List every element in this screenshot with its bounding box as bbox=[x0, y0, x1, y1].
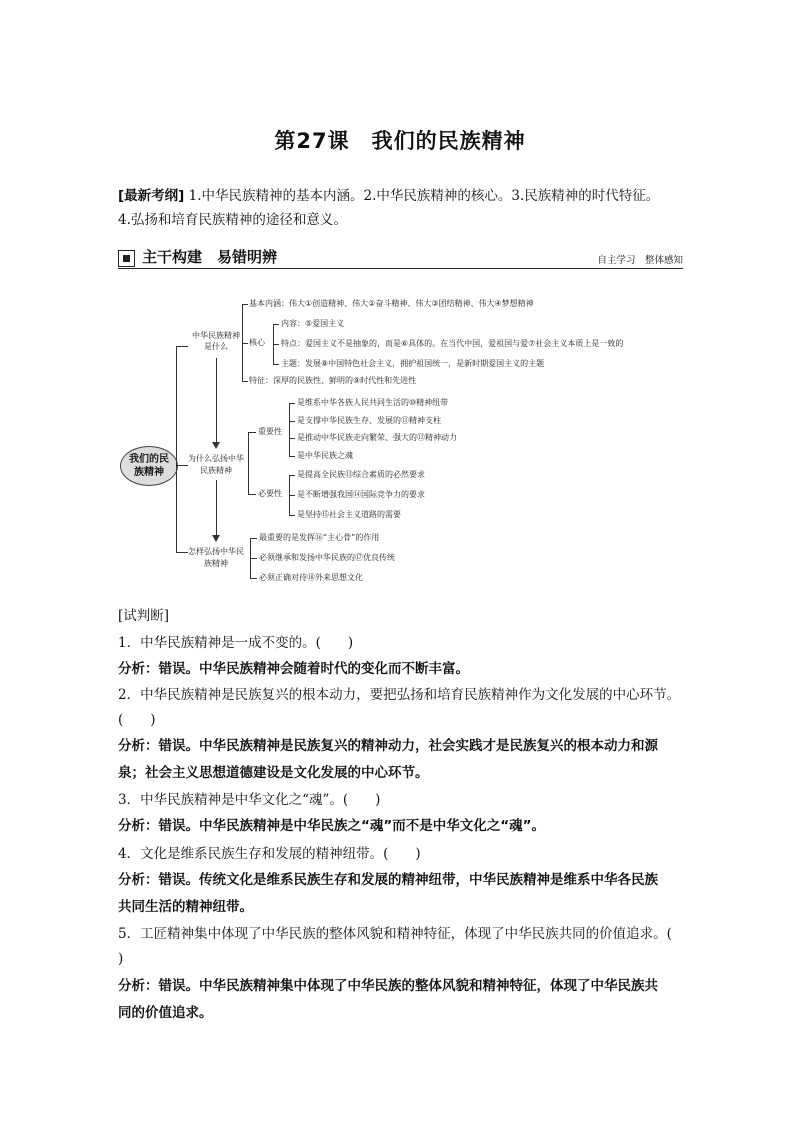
exam-outline-line2: 4.弘扬和培育民族精神的途径和意义。 bbox=[118, 212, 347, 228]
branch-what: 中华民族精神是什么 bbox=[192, 331, 240, 351]
branch-how: 怎样弘扬中华民族精神 bbox=[188, 547, 244, 568]
connector bbox=[273, 364, 279, 365]
question-4: 4．文化是维系民族生存和发展的精神纽带。( ) bbox=[118, 846, 421, 862]
mm-imp-4: 是中华民族之魂 bbox=[297, 451, 353, 460]
mm-nec-3: 是坚持⑮社会主义道路的需要 bbox=[297, 510, 401, 519]
branch-why: 为什么弘扬中华民族精神 bbox=[188, 454, 244, 475]
page-title: 第27课 我们的民族精神 bbox=[274, 129, 526, 153]
section-subtitle: 自主学习 整体感知 bbox=[597, 255, 683, 266]
connector bbox=[248, 494, 256, 495]
mm-imp-2: 是支撑中华民族生存、发展的⑪精神支柱 bbox=[297, 416, 441, 425]
connector bbox=[289, 475, 295, 476]
mm-nec-2: 是不断增强我国⑭国际竞争力的要求 bbox=[297, 490, 425, 499]
answer-4: 分析：错误。传统文化是维系民族生存和发展的精神纽带，中华民族精神是维系中华各民族 bbox=[118, 872, 658, 888]
answer-5-cont: 同的价值追求。 bbox=[118, 1005, 213, 1021]
mm-basic: 基本内涵：伟大①创造精神、伟大②奋斗精神、伟大③团结精神、伟大④梦想精神 bbox=[249, 299, 534, 308]
exam-outline-text: 1.中华民族精神的基本内涵。2.中华民族精神的核心。3.民族精神的时代特征。 bbox=[188, 188, 660, 204]
question-3: 3．中华民族精神是中华文化之“魂”。( ) bbox=[118, 792, 381, 808]
down-arrow-icon bbox=[212, 535, 220, 542]
question-5: 5．工匠精神集中体现了中华民族的整体风貌和精神特征，体现了中华民族共同的价值追求。( bbox=[118, 926, 672, 942]
mm-necessity: 必要性 bbox=[258, 489, 282, 498]
mm-core: 核心 bbox=[249, 338, 265, 347]
mm-imp-1: 是维系中华各族人民共同生活的⑩精神纽带 bbox=[297, 398, 449, 407]
mm-how-1: 最重要的是发挥⑯“主心骨”的作用 bbox=[259, 533, 380, 542]
mm-core-theme: 主题：发展⑧中国特色社会主义，拥护祖国统一，是新时期爱国主义的主题 bbox=[281, 359, 545, 368]
connector bbox=[242, 381, 248, 382]
connector bbox=[176, 346, 188, 347]
connector bbox=[176, 552, 188, 553]
mm-how-2: 必须继承和发扬中华民族的⑰优良传统 bbox=[259, 553, 395, 562]
mm-nec-1: 是提高全民族⑬综合素质的必然要求 bbox=[297, 470, 425, 479]
connector bbox=[289, 438, 295, 439]
connector bbox=[176, 465, 188, 466]
exam-outline-label: [最新考纲] bbox=[118, 188, 185, 204]
connector bbox=[289, 403, 295, 404]
mm-importance: 重要性 bbox=[258, 427, 282, 436]
connector bbox=[289, 495, 295, 496]
mm-how-3: 必须正确对待⑱外来思想文化 bbox=[259, 573, 363, 582]
answer-3: 分析：错误。中华民族精神是中华民族之“魂”而不是中华文化之“魂”。 bbox=[118, 818, 545, 834]
connector bbox=[242, 304, 248, 305]
connector bbox=[273, 324, 279, 325]
exam-outline-line1 bbox=[118, 185, 688, 207]
connector bbox=[250, 578, 257, 579]
connector bbox=[273, 344, 279, 345]
connector bbox=[250, 538, 257, 539]
mindmap-root: 我们的民族精神 bbox=[120, 446, 178, 486]
mm-core-content: 内容：⑤爱国主义 bbox=[281, 319, 345, 328]
mm-core-feature: 特点：爱国主义不是抽象的，而是⑥具体的。在当代中国，爱祖国与爱⑦社会主义本质上是一致的 bbox=[281, 339, 624, 348]
question-2-cont: ( ) bbox=[118, 712, 156, 728]
question-2: 2．中华民族精神是民族复兴的根本动力，要把弘扬和培育民族精神作为文化发展的中心环节。 bbox=[118, 687, 681, 703]
connector bbox=[250, 558, 257, 559]
answer-4-cont: 共同生活的精神纽带。 bbox=[118, 899, 253, 915]
connector bbox=[289, 421, 295, 422]
connector bbox=[248, 432, 256, 433]
question-5-cont: ) bbox=[118, 951, 124, 967]
mm-feature: 特征：深厚的民族性、鲜明的⑨时代性和先进性 bbox=[249, 376, 417, 385]
arrow-line bbox=[216, 358, 217, 446]
judge-label: [试判断] bbox=[118, 608, 170, 624]
mm-imp-3: 是推动中华民族走向繁荣、强大的⑫精神动力 bbox=[297, 433, 457, 442]
answer-2: 分析：错误。中华民族精神是民族复兴的精神动力，社会实践才是民族复兴的根本动力和源 bbox=[118, 738, 658, 754]
answer-2-cont: 泉；社会主义思想道德建设是文化发展的中心环节。 bbox=[118, 765, 429, 781]
answer-1: 分析：错误。中华民族精神会随着时代的变化而不断丰富。 bbox=[118, 661, 469, 677]
answer-5: 分析：错误。中华民族精神集中体现了中华民族的整体风貌和精神特征，体现了中华民族共 bbox=[118, 978, 658, 994]
connector bbox=[289, 456, 295, 457]
question-1: 1．中华民族精神是一成不变的。( ) bbox=[118, 635, 354, 651]
bracket-line bbox=[289, 403, 290, 456]
down-arrow-icon bbox=[212, 442, 220, 449]
arrow-line bbox=[216, 480, 217, 538]
section-header bbox=[118, 246, 683, 269]
bracket-line bbox=[248, 432, 249, 494]
trunk-line bbox=[176, 346, 177, 552]
section-square-icon bbox=[118, 250, 135, 267]
connector bbox=[289, 515, 295, 516]
section-title: 主干构建 易错明辨 bbox=[142, 248, 278, 266]
connector bbox=[242, 343, 248, 344]
